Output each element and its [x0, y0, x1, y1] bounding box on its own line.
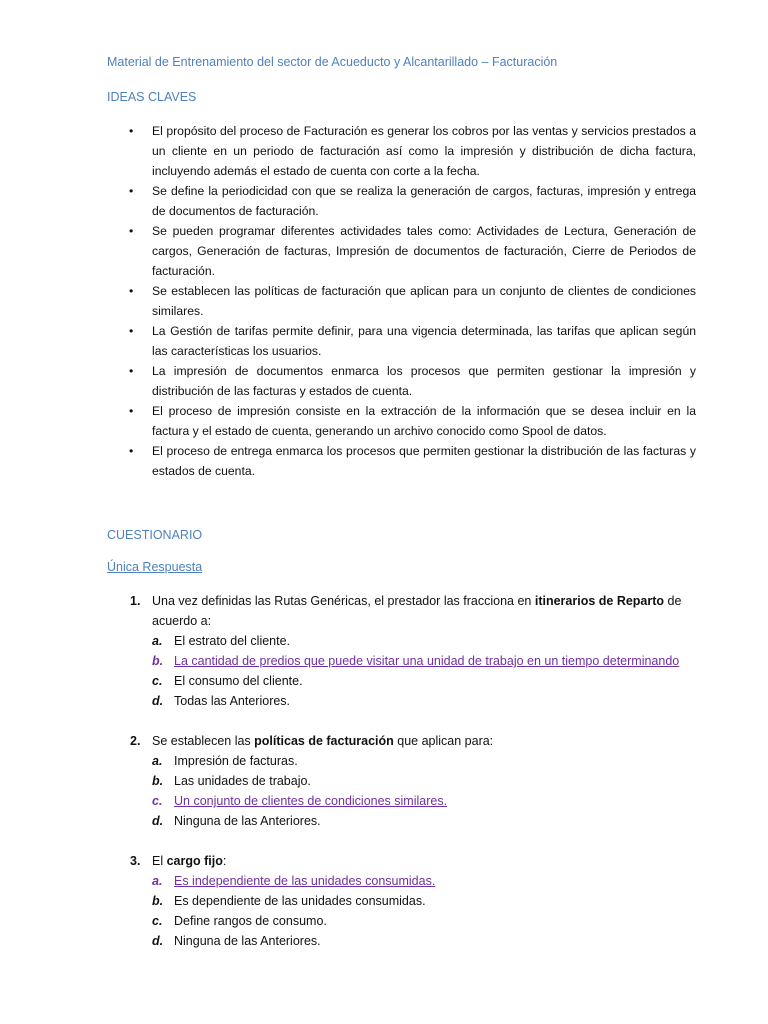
- question-text: El: [152, 854, 167, 868]
- option-text: Todas las Anteriores.: [174, 694, 291, 708]
- option-letter: a.: [152, 754, 163, 768]
- answer-options: [130, 871, 696, 951]
- option-letter: d.: [152, 814, 164, 828]
- question-stem: [130, 591, 696, 631]
- option-text: Define rangos de consumo.: [174, 914, 327, 928]
- key-idea-item: • Se pueden programar diferentes actividades tales como: Actividades de Lectura, Generación de cargos, Generación de facturas, Impresión de documentos de facturación, Cierre de Periodos de facturación.: [152, 221, 696, 281]
- option-letter: c.: [152, 674, 163, 688]
- question-text-end: de acuerdo a:: [152, 594, 682, 628]
- key-idea-item: • La impresión de documentos enmarca los procesos que permiten gestionar la impresión y distribución de las facturas y estados de cuenta.: [152, 361, 696, 401]
- option-letter: b.: [152, 894, 164, 908]
- option-letter: a.: [152, 634, 163, 648]
- option-text: Las unidades de trabajo.: [174, 774, 311, 788]
- option-text: Un conjunto de clientes de condiciones similares.: [174, 794, 448, 808]
- key-idea-item: • La Gestión de tarifas permite definir, para una vigencia determinada, las tarifas que aplican según las características los usuarios.: [152, 321, 696, 361]
- option-letter: d.: [152, 934, 164, 948]
- key-idea-item: • El proceso de entrega enmarca los procesos que permiten gestionar la distribución de las facturas y estados de cuenta.: [152, 441, 696, 481]
- quiz-heading: CUESTIONARIO: [107, 528, 203, 542]
- answer-option: [152, 811, 696, 831]
- option-letter: c.: [152, 914, 163, 928]
- question-keyword: políticas de facturación: [254, 734, 394, 748]
- question-keyword: itinerarios de Reparto: [534, 594, 665, 608]
- option-text: La cantidad de predios que puede visitar una unidad de trabajo en un tiempo determinando: [174, 654, 680, 668]
- option-letter: d.: [152, 694, 164, 708]
- question-text-end: :: [222, 854, 227, 868]
- option-letter: c.: [152, 794, 163, 808]
- answer-option: [152, 691, 696, 711]
- answer-option: [152, 931, 696, 951]
- answer-option: [152, 671, 696, 691]
- document-title: Material de Entrenamiento del sector de Acueducto y Alcantarillado – Facturación: [107, 55, 558, 69]
- option-letter: a.: [152, 874, 163, 888]
- answer-option: [152, 911, 696, 931]
- question-stem: [130, 731, 696, 751]
- key-idea-item: • El propósito del proceso de Facturación es generar los cobros por las ventas y servicios prestados a un cliente en un periodo de facturación así como la impresión y distribución de dicha factura, incluyendo además el estado de cuenta con corte a la fecha.: [152, 121, 696, 181]
- answer-option: [152, 891, 696, 911]
- question-3: [130, 851, 696, 951]
- option-letter: b.: [152, 654, 164, 668]
- answer-options: [130, 631, 696, 711]
- question-number: 2.: [130, 734, 141, 748]
- answer-options: [130, 751, 696, 831]
- option-text: Es dependiente de las unidades consumidas.: [174, 894, 426, 908]
- question-stem: [130, 851, 696, 871]
- answer-option: [152, 771, 696, 791]
- key-idea-item: • Se establecen las políticas de facturación que aplican para un conjunto de clientes de condiciones similares.: [152, 281, 696, 321]
- option-letter: b.: [152, 774, 164, 788]
- answer-option-correct: [152, 871, 696, 891]
- option-text: Impresión de facturas.: [174, 754, 298, 768]
- answer-option: [152, 631, 696, 651]
- question-text: Se establecen las: [152, 734, 255, 748]
- option-text: El consumo del cliente.: [174, 674, 303, 688]
- option-text: Ninguna de las Anteriores.: [174, 814, 321, 828]
- answer-option: [152, 751, 696, 771]
- question-text-end: que aplican para:: [393, 734, 494, 748]
- option-text: El estrato del cliente.: [174, 634, 291, 648]
- key-idea-item: • El proceso de impresión consiste en la extracción de la información que se desea incluir en la factura y el estado de cuenta, generando un archivo conocido como Spool de datos.: [152, 401, 696, 441]
- question-keyword: cargo fijo: [166, 854, 223, 868]
- key-idea-item: • Se define la periodicidad con que se realiza la generación de cargos, facturas, impresión y entrega de documentos de facturación.: [152, 181, 696, 221]
- question-number: 3.: [130, 854, 141, 868]
- question-text: Una vez definidas las Rutas Genéricas, el prestador las fracciona en: [152, 594, 535, 608]
- option-text: Ninguna de las Anteriores.: [174, 934, 321, 948]
- question-number: 1.: [130, 594, 141, 608]
- option-text: Es independiente de las unidades consumidas.: [174, 874, 436, 888]
- ideas-heading: IDEAS CLAVES: [107, 90, 197, 104]
- answer-option-correct: [152, 791, 696, 811]
- key-ideas-list: [152, 121, 696, 481]
- question-2: [130, 731, 696, 831]
- answer-option-correct: [152, 651, 696, 671]
- question-1: [130, 591, 696, 711]
- single-answer-heading: Única Respuesta: [107, 560, 203, 574]
